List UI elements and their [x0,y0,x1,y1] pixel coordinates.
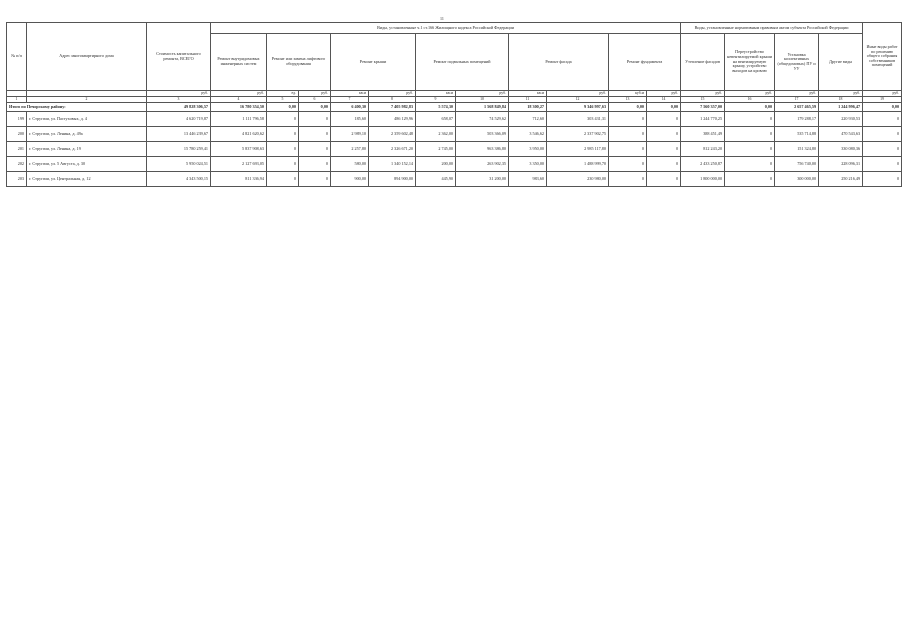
cell: 3 546,62 [509,127,547,142]
column-number: 4 [211,97,267,103]
total-cell: 0,00 [609,103,647,112]
unit-cell: руб. [775,91,819,97]
cell: 0 [299,142,331,157]
repair-cost-table [6,22,902,187]
total-cell: 2 657 465,59 [775,103,819,112]
header-group-b: Виды, установленные нормативным правовым актом субъекта Российской Федерации [681,23,863,34]
cell: 0 [267,172,299,187]
unit-cell: руб. [863,91,902,97]
cell: 3 350,00 [509,157,547,172]
total-cell: 16 780 354,50 [211,103,267,112]
cell: 15 780 259,41 [147,142,211,157]
total-cell: 7 405 982,83 [369,103,416,112]
cell: 4 343 500,15 [147,172,211,187]
cell: 2 989,10 [331,127,369,142]
cell: 1 111 796,58 [211,112,267,127]
cell: 2 433 250,87 [681,157,725,172]
cell: 0 [725,142,775,157]
cell: 1 800 000,00 [681,172,725,187]
cell: 580,00 [331,157,369,172]
cell: 0 [863,142,902,157]
cell: 2 985 117,80 [547,142,609,157]
cell: 983,60 [509,172,547,187]
column-number: 17 [775,97,819,103]
column-number: 16 [725,97,775,103]
cell: 1 340 152,14 [369,157,416,172]
row-address: г. Стругачи, ул. 5 Августа, д. 30 [27,157,147,172]
total-cell: 6 400,30 [331,103,369,112]
unit-cell: руб. [725,91,775,97]
unit-cell: кв.м [509,91,547,97]
cell: 2 362,00 [416,127,456,142]
header-facade-repair: Ремонт фасада [509,34,609,91]
total-cell: 7 560 357,00 [681,103,725,112]
row-address: г. Стругачи, ул. Ленина, д. 19 [27,142,147,157]
total-cell: 5 574,30 [416,103,456,112]
column-number: 13 [609,97,647,103]
total-cell: 0,00 [267,103,299,112]
cell: 330 080,36 [819,142,863,157]
cell: 31 200,00 [456,172,509,187]
cell: 0 [647,142,681,157]
cell: 300 000,00 [775,172,819,187]
column-number: 11 [509,97,547,103]
cell: 74 529,62 [456,112,509,127]
column-number: 10 [456,97,509,103]
cell: 445,90 [416,172,456,187]
cell: 0 [609,172,647,187]
cell: 811 336,94 [211,172,267,187]
unit-cell: кв.м [331,91,369,97]
column-number: 5 [267,97,299,103]
cell: 263 902,35 [456,157,509,172]
row-num: 202 [7,157,27,172]
row-address: г. Стругачи, ул. Центральная, д. 12 [27,172,147,187]
table-row [7,172,902,187]
cell: 0 [267,157,299,172]
cell: 0 [299,172,331,187]
cell: 894 900,00 [369,172,416,187]
cell: 0 [609,112,647,127]
unit-cell: руб. [369,91,416,97]
cell: 230 980,00 [547,172,609,187]
total-cell: 0,00 [725,103,775,112]
row-num: 201 [7,142,27,157]
unit-cell: руб. [299,91,331,97]
cell: 151 324,80 [775,142,819,157]
header-roof-repair: Ремонт крыши [331,34,416,91]
cell: 0 [267,127,299,142]
cell: 0 [863,157,902,172]
header-total-cost: Стоимость капитального ремонта, ВСЕГО [147,23,211,91]
cell: 13 446 239,67 [147,127,211,142]
header-elevator-repair: Ремонт или замена лифтового оборудования [267,34,331,91]
page-number: 11 [440,16,444,21]
cell: 5 837 908,63 [211,142,267,157]
cell: 0 [647,172,681,187]
unit-cell: кв.м [416,91,456,97]
total-cell: 0,00 [299,103,331,112]
cell: 185,60 [331,112,369,127]
header-address: Адрес многоквартирного дома [27,23,147,91]
row-address: г. Стругачи, ул. Ленина, д. 49а [27,127,147,142]
cell: 179 288,17 [775,112,819,127]
cell: 658,07 [416,112,456,127]
column-number: 3 [147,97,211,103]
cell: 0 [725,157,775,172]
cell: 0 [863,127,902,142]
unit-cell: куб.м [609,91,647,97]
cell: 900,00 [331,172,369,187]
cell: 0 [609,142,647,157]
column-number: 9 [416,97,456,103]
header-commercial-work: Иные виды работ по решению общего собрания собственников помещений [863,23,902,91]
cell: 2 257,80 [331,142,369,157]
header-num: № п/п [7,23,27,91]
column-number: 18 [819,97,863,103]
unit-cell: руб. [547,91,609,97]
column-number: 2 [27,97,147,103]
cell: 535 714,88 [775,127,819,142]
table-row [7,127,902,142]
header-foundation-repair: Ремонт фундамента [609,34,681,91]
cell: 0 [647,112,681,127]
cell: 388 451,49 [681,127,725,142]
table-row [7,112,902,127]
row-num: 200 [7,127,27,142]
cell: 0 [725,112,775,127]
total-cell: 1 568 849,84 [456,103,509,112]
cell: 0 [299,112,331,127]
cell: 2 745,00 [416,142,456,157]
header-other: Другие виды [819,34,863,91]
column-number: 6 [299,97,331,103]
cell: 470 543,63 [819,127,863,142]
header-basement-repair: Ремонт подвальных помещений [416,34,509,91]
total-cell: 49 828 306,57 [147,103,211,112]
row-address: г. Стругачи, ул. Пастуховых, д. 4 [27,112,147,127]
cell: 0 [647,127,681,142]
unit-cell: руб. [211,91,267,97]
cell: 503 366,09 [456,127,509,142]
total-cell: 1 244 996,47 [819,103,863,112]
cell: 3 950,00 [509,142,547,157]
header-group-a: Виды, установленные ч.1 ст.166 Жилищного кодекса Российской Федерации [211,23,681,34]
unit-cell: руб. [147,91,211,97]
cell: 5 950 024,51 [147,157,211,172]
header-pitched-roof: Переустройство невентилируемой крыши на вентилируемую крышу, устройство выходов на кровлю [725,34,775,91]
total-cell: 0,00 [863,103,902,112]
table-row [7,157,902,172]
header-meters: Установка коллективных (общедомовых) ПУ и УУ [775,34,819,91]
table-row [7,142,902,157]
cell: 712,60 [509,112,547,127]
unit-cell: руб. [681,91,725,97]
cell: 486 129,96 [369,112,416,127]
cell: 0 [725,127,775,142]
cell: 0 [725,172,775,187]
cell: 0 [647,157,681,172]
cell: 220 930,53 [819,112,863,127]
total-label: Итого по Печорскому району: [7,103,147,112]
cell: 250 216,49 [819,172,863,187]
cell: 0 [863,172,902,187]
cell: 303 431,31 [547,112,609,127]
cell: 200,00 [416,157,456,172]
unit-cell: руб. [647,91,681,97]
total-cell: 0,00 [647,103,681,112]
total-cell: 9 346 997,63 [547,103,609,112]
cell: 1 244 770,25 [681,112,725,127]
cell: 2 359 602,48 [369,127,416,142]
row-num: 203 [7,172,27,187]
cell: 0 [267,142,299,157]
cell: 0 [609,157,647,172]
cell: 756 740,00 [775,157,819,172]
row-num: 199 [7,112,27,127]
total-cell: 18 300,27 [509,103,547,112]
cell: 812 243,20 [681,142,725,157]
cell: 0 [299,127,331,142]
header-insulation: Утепление фасадов [681,34,725,91]
cell: 963 386,80 [456,142,509,157]
cell: 2 127 693,05 [211,157,267,172]
column-number: 7 [331,97,369,103]
cell: 2 326 671,20 [369,142,416,157]
cell: 0 [267,112,299,127]
column-number: 12 [547,97,609,103]
column-number: 19 [863,97,902,103]
header-systems-repair: Ремонт внутридомовых инженерных систем [211,34,267,91]
column-number: 15 [681,97,725,103]
cell: 4 821 620,62 [211,127,267,142]
unit-cell: руб. [819,91,863,97]
total-row [7,103,902,112]
unit-cell: руб. [456,91,509,97]
cell: 1 488 999,70 [547,157,609,172]
column-number: 8 [369,97,416,103]
cell: 2 337 902,75 [547,127,609,142]
cell: 0 [299,157,331,172]
column-number: 1 [7,97,27,103]
cell: 228 096,31 [819,157,863,172]
cell: 0 [863,112,902,127]
unit-cell: ед. [267,91,299,97]
cell: 0 [609,127,647,142]
cell: 4 620 719,87 [147,112,211,127]
column-number: 14 [647,97,681,103]
